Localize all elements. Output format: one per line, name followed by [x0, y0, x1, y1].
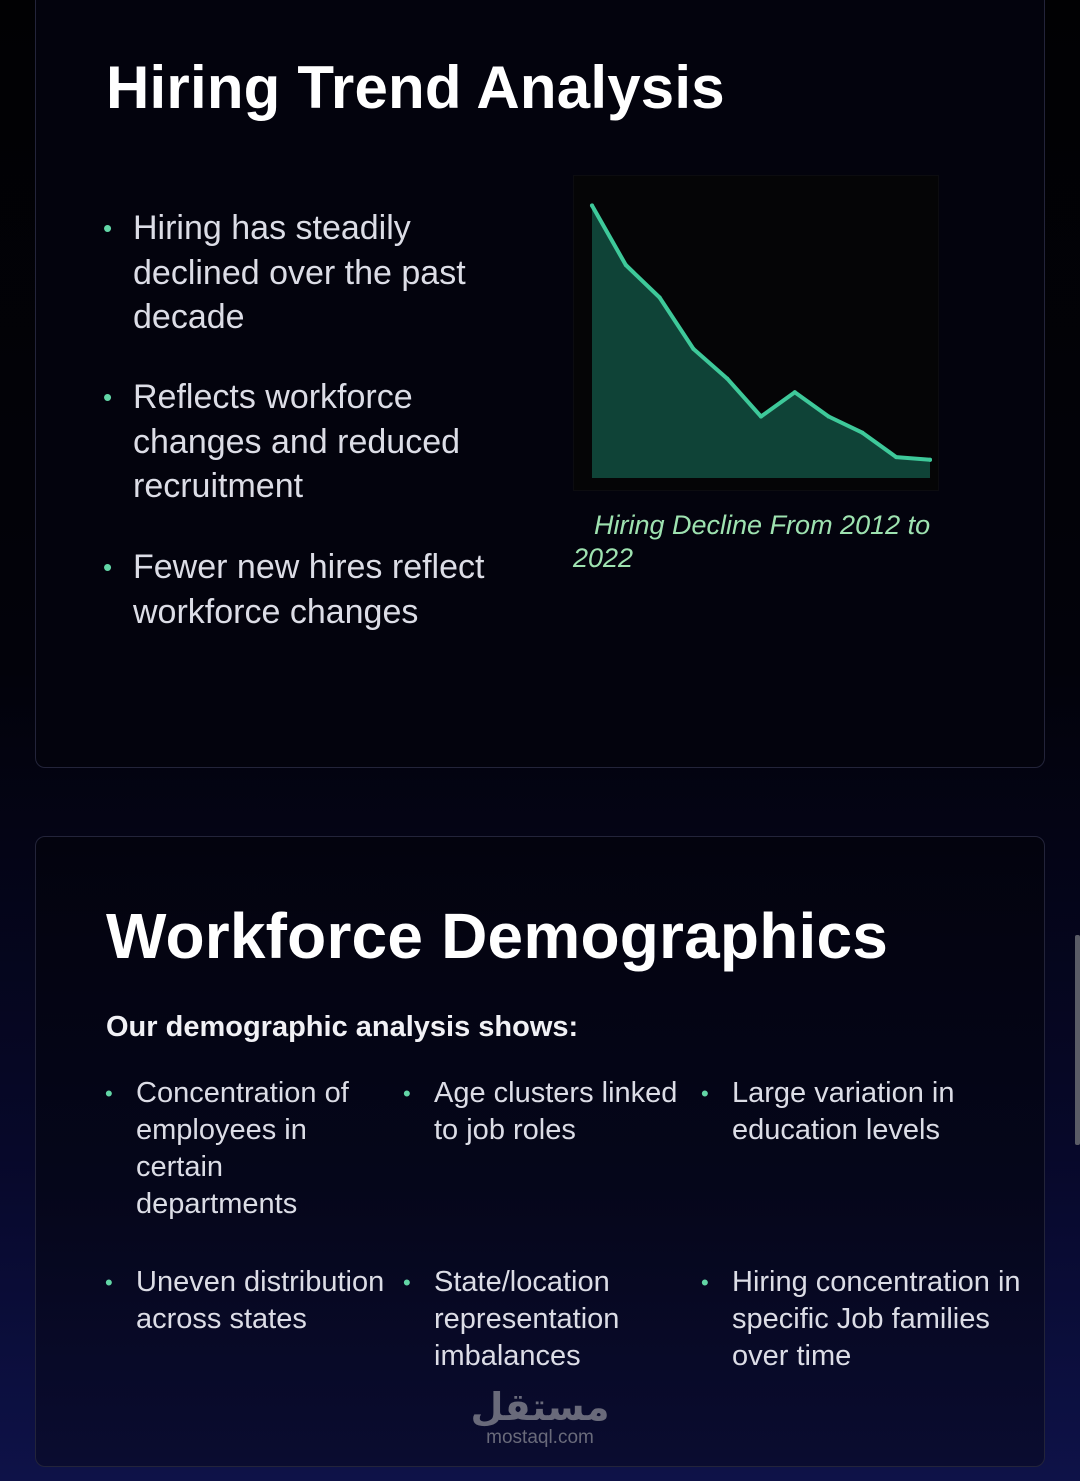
hiring-decline-chart: [573, 175, 939, 491]
chart-caption: Hiring Decline From 2012 to 2022: [573, 510, 931, 573]
demographic-item-text: Concentration of employees in certain departments: [136, 1077, 349, 1220]
chart-data-point: [658, 296, 662, 300]
demographic-item-text: Hiring concentration in specific Job families over time: [732, 1266, 1021, 1372]
chart-data-point: [691, 347, 695, 351]
demographic-item-text: Age clusters linked to job roles: [434, 1077, 678, 1146]
bullet-dot-icon: •: [701, 1081, 709, 1106]
chart-data-point: [827, 415, 831, 419]
bullet-dot-icon: •: [103, 382, 113, 412]
bullet-dot-icon: •: [105, 1081, 113, 1106]
watermark-domain: mostaql.com: [486, 1427, 594, 1448]
demographic-item: [701, 1264, 1022, 1375]
hiring-bullet-text: Fewer new hires reflect workforce changes: [133, 548, 485, 631]
mostaql-watermark: [470, 1388, 610, 1448]
demographic-item: [105, 1264, 386, 1338]
chart-data-point: [894, 455, 898, 459]
bullet-dot-icon: •: [403, 1270, 411, 1295]
demographic-item: [403, 1075, 694, 1149]
demographic-item-text: State/location representation imbalances: [434, 1266, 620, 1372]
demographic-item: [701, 1075, 1022, 1149]
chart-data-point: [624, 263, 628, 267]
hiring-bullet-item: [103, 545, 533, 634]
chart-data-point: [793, 390, 797, 394]
bullet-dot-icon: •: [103, 213, 113, 243]
demographics-subtitle: Our demographic analysis shows:: [106, 1011, 579, 1043]
workforce-demographics-card: [35, 836, 1045, 1467]
bullet-dot-icon: •: [403, 1081, 411, 1106]
hiring-trend-title: Hiring Trend Analysis: [106, 54, 725, 121]
demographic-item-text: Uneven distribution across states: [136, 1266, 385, 1335]
chart-data-point: [590, 204, 594, 208]
hiring-decline-chart-svg: [574, 176, 938, 490]
chart-data-point: [928, 458, 932, 462]
chart-data-point: [725, 377, 729, 381]
chart-area-fill: [592, 206, 930, 479]
demographics-title: Workforce Demographics: [106, 900, 889, 972]
demographic-item-text: Large variation in education levels: [732, 1077, 955, 1146]
hiring-bullet-text: Hiring has steadily declined over the past decade: [133, 209, 466, 336]
hiring-bullet-item: [103, 206, 533, 340]
hiring-bullet-item: [103, 375, 533, 509]
demographic-item: [403, 1264, 694, 1375]
hiring-bullet-text: Reflects workforce changes and reduced recruitment: [133, 378, 461, 505]
bullet-dot-icon: •: [701, 1270, 709, 1295]
scrollbar-thumb[interactable]: [1075, 935, 1080, 1145]
hiring-trend-card: [35, 0, 1045, 768]
chart-data-point: [860, 431, 864, 435]
bullet-dot-icon: •: [103, 552, 113, 582]
watermark-logo: مستقل: [470, 1387, 610, 1429]
bullet-dot-icon: •: [105, 1270, 113, 1295]
demographic-item: [105, 1075, 386, 1223]
chart-data-point: [759, 415, 763, 419]
